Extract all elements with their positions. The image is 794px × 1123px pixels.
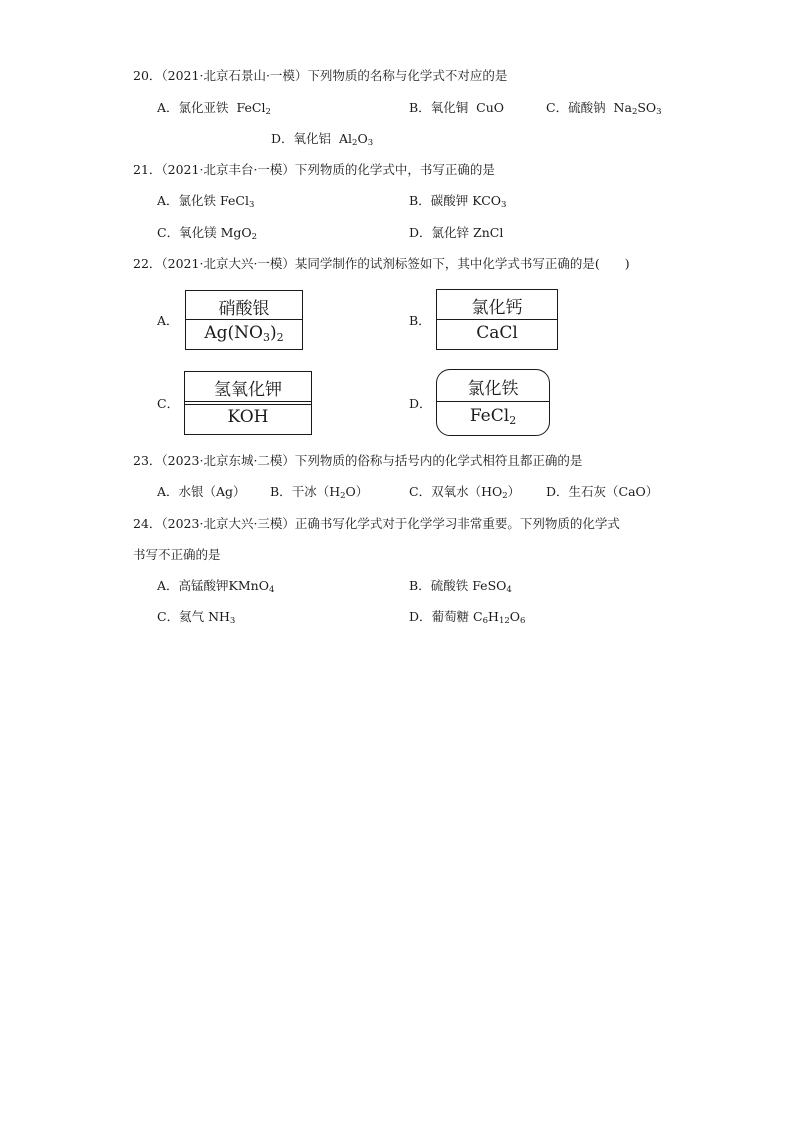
reagent-label-b [436,289,558,350]
formula: MgO [220,225,252,240]
option-letter: B． [409,100,431,115]
subscript: 6 [520,616,526,626]
option-name: 氧化镁 [179,225,217,240]
q20-option-c [546,100,662,116]
option-name: 氦气 [179,609,205,624]
option-name: 氯化亚铁 [178,100,229,115]
q22-option-a-letter: A． [157,313,179,328]
formula: C [473,609,483,624]
formula: FeSO [472,578,507,593]
option-text: 水银（Ag） [178,484,246,499]
subscript: 2 [340,491,346,501]
label-divider [185,401,311,402]
option-letter: A． [157,578,179,593]
option-letter: D． [271,131,294,146]
formula: SO [637,100,657,115]
label-divider [437,319,557,320]
formula: KMnO [228,578,269,593]
reagent-label-a [185,290,303,350]
formula: FeCl [469,406,510,426]
q24-option-d [409,609,525,625]
label-name: 氢氧化钾 [214,380,282,400]
option-text: 干冰（H [291,484,341,499]
label-divider [186,319,302,320]
q23-option-d [546,484,658,500]
option-letter: C． [409,484,432,499]
formula: Al [339,131,353,146]
option-letter: B． [270,484,292,499]
question-23-stem: 23．（2023·北京东城·二模）下列物质的俗称与括号内的化学式相符且都正确的是 [133,453,583,468]
q23-option-a [157,484,246,500]
option-text: ） [507,484,521,499]
question-22-stem: 22．（2021·北京大兴·一模）某同学制作的试剂标签如下，其中化学式书写正确的是( ) [133,256,630,271]
option-name: 氧化铜 [430,100,469,115]
q20-option-b [409,100,504,116]
subscript: 2 [251,232,258,242]
formula: ZnCl [473,225,504,240]
subscript: 12 [498,616,510,626]
q21-option-a [157,193,254,209]
label-name: 氯化铁 [467,379,519,399]
subscript: 4 [506,585,512,595]
subscript: 4 [268,585,275,595]
subscript: 3 [262,331,270,344]
q23-option-b [270,484,368,500]
label-divider [185,404,311,405]
question-24-stem-line2: 书写不正确的是 [133,547,221,562]
option-name: 葡萄糖 [431,609,470,624]
q21-option-c [157,225,257,241]
formula: Ag(NO [204,323,263,343]
option-letter: C． [157,609,180,624]
label-formula: CaCl [476,323,518,343]
formula: O [509,609,521,624]
formula: ) [269,323,277,343]
question-21-stem: 21．（2021·北京丰台·一模）下列物质的化学式中，书写正确的是 [133,162,495,177]
option-name: 碳酸钾 [430,193,469,208]
reagent-label-d [436,369,550,436]
q22-option-d-letter: D． [409,396,432,411]
q24-option-b [409,578,512,594]
label-name: 氯化钙 [471,298,523,318]
option-name: 氯化锌 [431,225,470,240]
q21-option-b [409,193,506,209]
option-letter: A． [157,484,179,499]
option-letter: C． [546,100,569,115]
subscript: 2 [631,107,638,117]
subscript: 3 [229,616,236,626]
label-name: 硝酸银 [218,299,270,319]
subscript: 3 [501,200,507,210]
q23-option-c [409,484,520,500]
option-name: 硫酸铁 [430,578,469,593]
option-letter: D． [409,225,432,240]
label-formula [186,323,302,343]
question-24-stem: 24．（2023·北京大兴·三模）正确书写化学式对于化学学习非常重要。下列物质的化学式 [133,516,620,531]
label-formula [437,406,549,426]
option-name: 氧化铝 [293,131,332,146]
option-letter: A． [157,193,179,208]
q21-option-d [409,225,503,241]
q24-option-a [157,578,274,594]
option-letter: A． [157,100,179,115]
option-text: 生石灰（CaO） [568,484,659,499]
subscript: 6 [482,616,489,626]
subscript: 2 [276,331,284,344]
formula: FeCl [220,193,249,208]
option-letter: C． [157,225,180,240]
formula: CuO [476,100,505,115]
subscript: 2 [502,491,508,501]
q24-option-c [157,609,235,625]
option-name: 硫酸钠 [568,100,606,115]
option-letter: B． [409,193,431,208]
question-20-stem: 20．（2021·北京石景山·一模）下列物质的名称与化学式不对应的是 [133,68,508,83]
subscript: 2 [509,414,517,427]
q20-option-a [157,100,271,116]
q20-option-d [271,131,373,147]
formula: FeCl [236,100,266,115]
formula: H [488,609,499,624]
q22-option-b-letter: B． [409,313,431,328]
formula: O [357,131,368,146]
option-letter: D． [409,609,432,624]
formula: Na [613,100,632,115]
reagent-label-c [184,371,312,435]
subscript: 3 [248,200,255,210]
option-text: 双氧水（HO [431,484,503,499]
option-name: 氯化铁 [178,193,217,208]
option-letter: D． [546,484,569,499]
subscript: 3 [367,138,374,148]
q22-option-c-letter: C． [157,396,180,411]
formula: KCO [472,193,502,208]
option-name: 高锰酸钾 [178,578,229,593]
subscript: 2 [352,138,358,148]
label-divider [437,401,549,402]
option-letter: B． [409,578,431,593]
subscript: 3 [656,107,662,117]
subscript: 2 [265,107,271,117]
option-text: O） [345,484,369,499]
label-formula: KOH [227,407,269,427]
formula: NH [208,609,230,624]
